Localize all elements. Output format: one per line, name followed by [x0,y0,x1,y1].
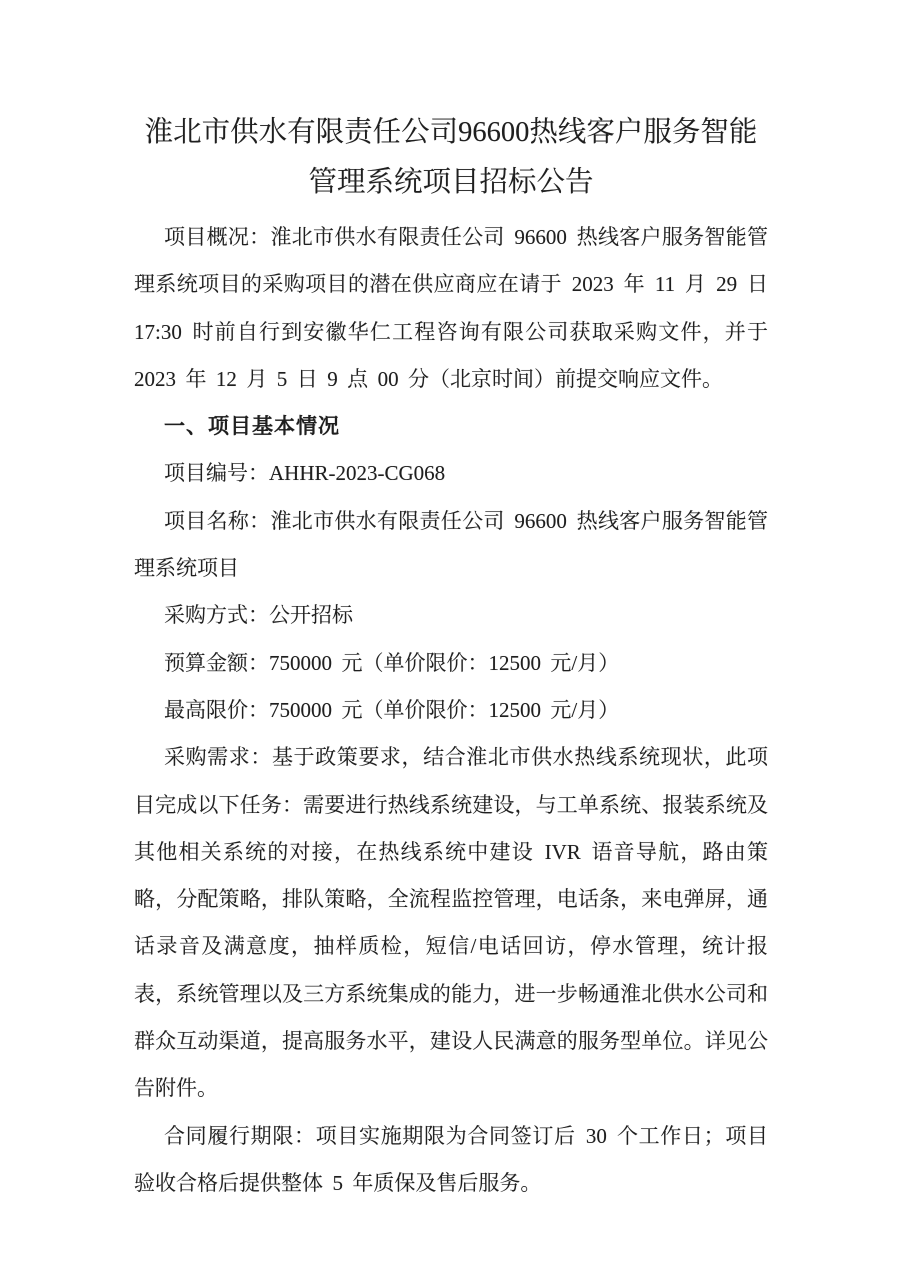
para-project-overview: 项目概况：淮北市供水有限责任公司 96600 热线客户服务智能管理系统项目的采购项目的潜在供应商应在请于 2023 年 11 月 29 日 17:30 时前自行到安徽华仁工程咨询有限公司获取采购文件，并于 2023 年 12 月 5 日 9 点 00 分（北京时间）前提交响应文件。 [134,225,768,391]
para-max-price: 最高限价：750000 元（单价限价：12500 元/月） [164,697,620,722]
para-project-number: 项目编号：AHHR-2023-CG068 [164,461,446,486]
para-procurement-method: 采购方式：公开招标 [164,603,353,628]
para-procurement-requirements: 采购需求：基于政策要求，结合淮北市供水热线系统现状，此项目完成以下任务：需要进行热线系统建设，与工单系统、报装系统及其他相关系统的对接，在热线系统中建设 IVR 语音导航，路由策略，分配策略，排队策略，全流程监控管理，电话条，来电弹屏，通话录音及满意度，抽样质检，短信/电话回访，停水管理，统计报表，系统管理以及三方系统集成的能力，进一步畅通淮北供水公司和群众互动渠道，提高服务水平，建设人民满意的服务型单位。详见公告附件。 [134,745,768,1101]
para-budget-amount: 预算金额：750000 元（单价限价：12500 元/月） [164,650,620,675]
section-heading-basic-info: 一、项目基本情况 [164,415,340,439]
para-project-name: 项目名称：淮北市供水有限责任公司 96600 热线客户服务智能管理系统项目 [134,508,768,581]
para-contract-period: 合同履行期限：项目实施期限为合同签订后 30 个工作日；项目验收合格后提供整体 5 年质保及售后服务。 [134,1123,768,1195]
document-title: 淮北市供水有限责任公司96600热线客户服务智能管理系统项目招标公告 [144,117,758,198]
